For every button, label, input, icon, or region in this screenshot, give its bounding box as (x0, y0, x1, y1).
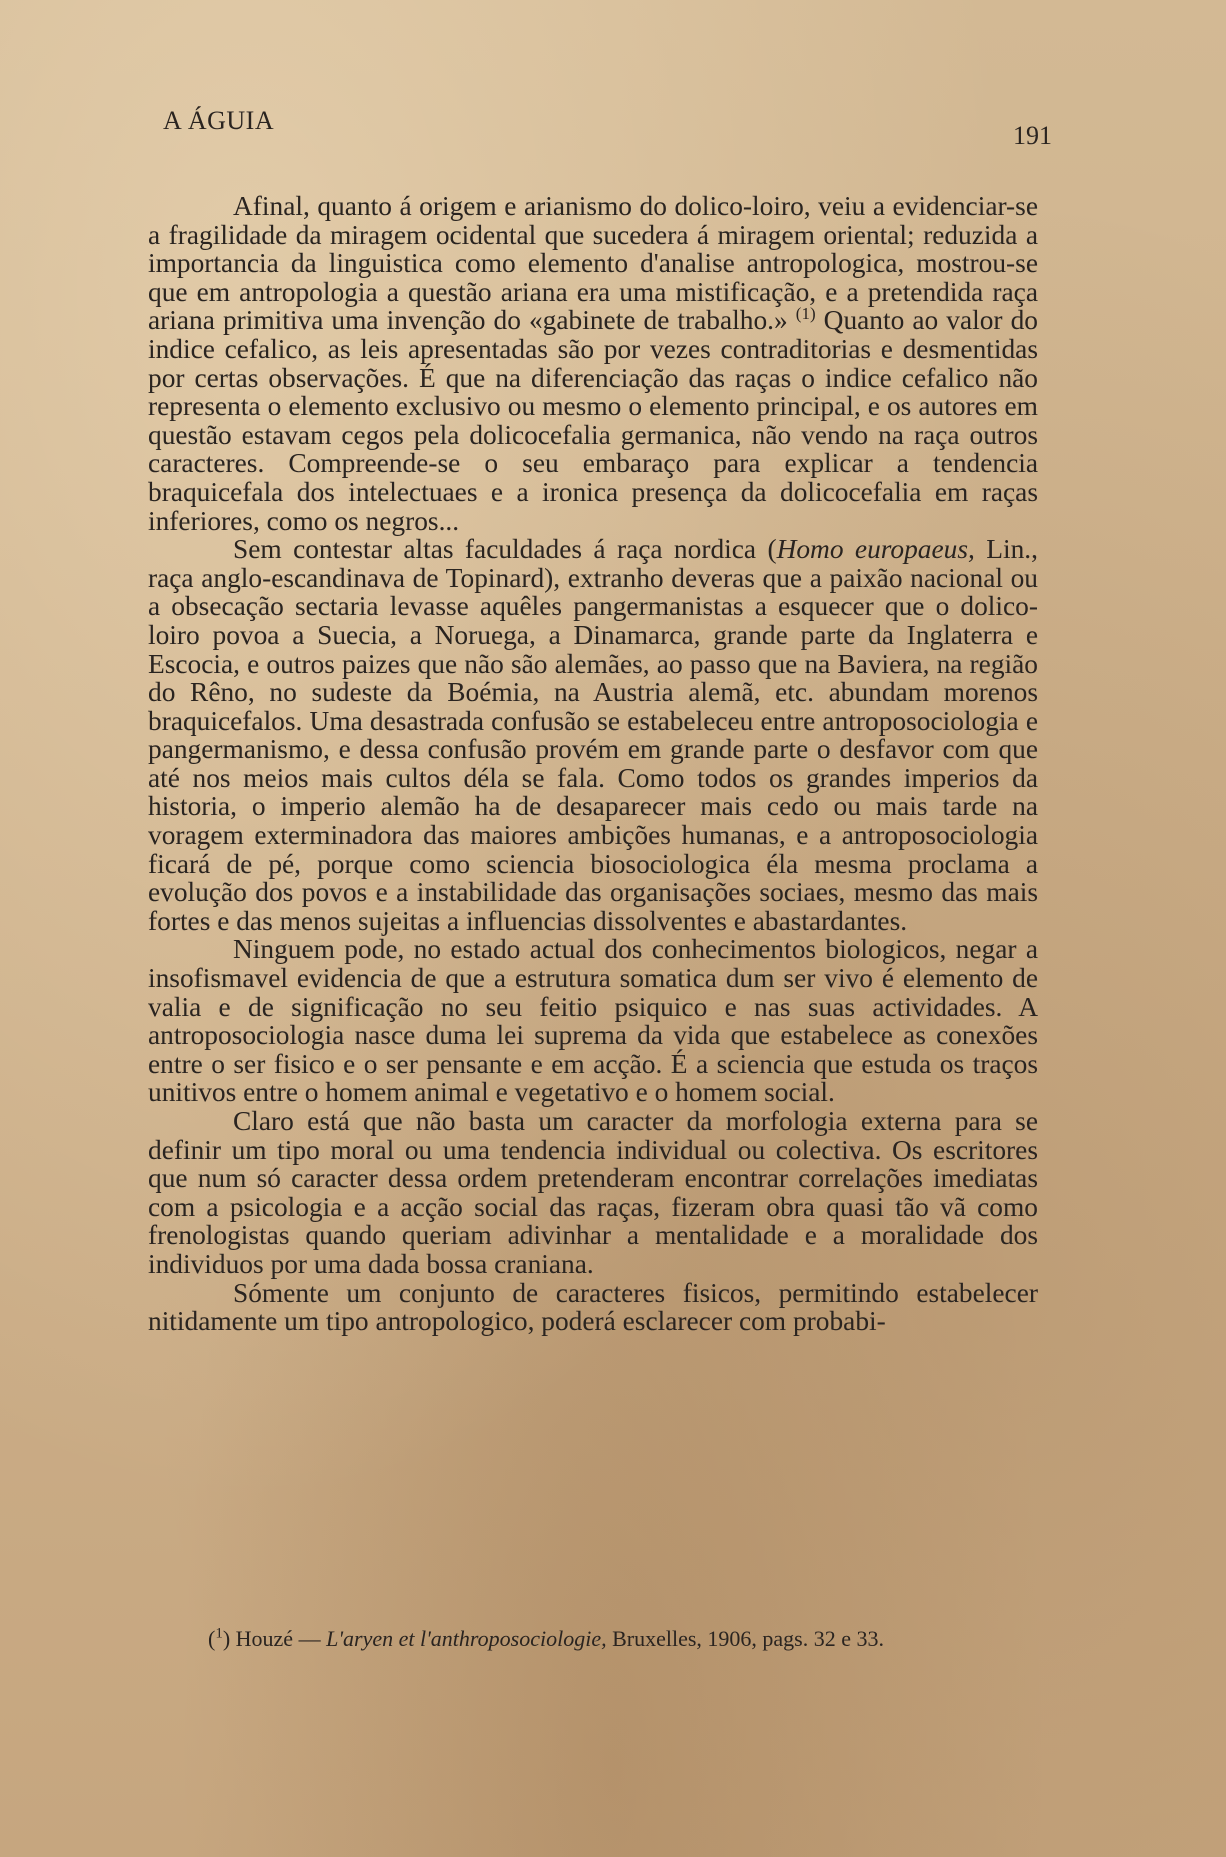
body-text (148, 192, 1038, 1336)
footnote-author: Houzé — (235, 1626, 321, 1651)
running-head: A ÁGUIA (163, 106, 275, 135)
paragraph-5: Sómente um conjunto de caracteres fisicos, permitindo estabelecer nitidamente um tipo antropologico, poderá esclarecer com probabi- (148, 1277, 1038, 1337)
paragraph-4: Claro está que não basta um caracter da morfologia externa para se definir um tipo moral ou uma tendencia individual ou colectiva. Os escritores que num só caracter dessa ordem pretenderam encontrar correlações imediatas com a psicologia e a acção social das raças, fizeram obra quasi tão vã como frenologistas quando queriam adivinhar a mentalidade e a moralidade dos individuos por uma dada bossa craniana. (148, 1106, 1038, 1279)
footnote-reference: (1) (795, 304, 816, 324)
paragraph-2 (148, 535, 1038, 935)
footnote-number: 1 (215, 1625, 223, 1642)
footnote: ($^1$) Houzé — L'aryen et l'anthroposociologie, Bruxelles, 1906, pags. 32 e 33. (208, 1625, 884, 1651)
footnote-rest: Bruxelles, 1906, pags. 32 e 33. (612, 1626, 884, 1651)
page-number: 191 (1013, 121, 1052, 150)
paragraph-2-italic: Homo europaeus, (776, 534, 975, 565)
footnote-title: L'aryen et l'anthroposociologie, (326, 1626, 607, 1651)
paragraph-2-text-a: Sem contestar altas faculdades á raça nordica ( (233, 534, 777, 565)
paragraph-1-text-a: Afinal, quanto á origem e arianismo do dolico-loiro, veiu a evidenciar-se a fragilidade da miragem ocidental que sucedera á miragem oriental; reduzida a importancia da linguistica como elemento d'analise antropologica, mostrou-se que em antropologia a questão ariana era uma mistificação, e a pretendida raça ariana primitiva uma invenção do «gabinete de trabalho.» (148, 191, 1038, 336)
paragraph-1-text-b: Quanto ao valor do indice cefalico, as leis apresentadas são por vezes contraditorias e desmentidas por certas observações. É que na diferenciação das raças o indice cefalico não representa o elemento exclusivo ou mesmo o elemento principal, e os autores em questão estavam cegos pela dolicocefalia germanica, não vendo na raça outros caracteres. Compreende-se o seu embaraço para explicar a tendencia braquicefala dos intelectuaes e a ironica presença da dolicocefalia em raças inferiores, como os negros... (148, 305, 1038, 536)
paragraph-2-text-b: Lin., raça anglo-escandinava de Topinard), extranho deveras que a paixão nacional ou a obsecação sectaria levasse aquêles pangermanistas a esquecer que o dolico-loiro povoa a Suecia, a Noruega, a Dinamarca, grande parte da Inglaterra e Escocia, e outros paizes que não são alemães, ao passo que na Baviera, na região do Rêno, no sudeste da Boémia, na Austria alemã, etc. abundam morenos braquicefalos. Uma desastrada confusão se estabeleceu entre antroposociologia e pangermanismo, e dessa confusão provém em grande parte o desfavor com que até nos meios mais cultos déla se fala. Como todos os grandes imperios da historia, o imperio alemão ha de desaparecer mais cedo ou mais tarde na voragem exterminadora das maiores ambições humanas, e a antroposociologia ficará de pé, porque como sciencia biosociologica éla mesma proclama a evolução dos povos e a instabilidade das organisações sociaes, mesmo das mais fortes e das menos sujeitas a influencias dissolventes e abastardantes. (148, 534, 1038, 936)
paragraph-1 (148, 192, 1038, 535)
paragraph-3: Ninguem pode, no estado actual dos conhecimentos biologicos, negar a insofismavel evidencia de que a estrutura somatica dum ser vivo é elemento de valia e de significação no seu feitio psiquico e nas suas actividades. A antroposociologia nasce duma lei suprema da vida que estabelece as conexões entre o ser fisico e o ser pensante e em acção. É a sciencia que estuda os traços unitivos entre o homem animal e vegetativo e o homem social. (148, 934, 1038, 1108)
